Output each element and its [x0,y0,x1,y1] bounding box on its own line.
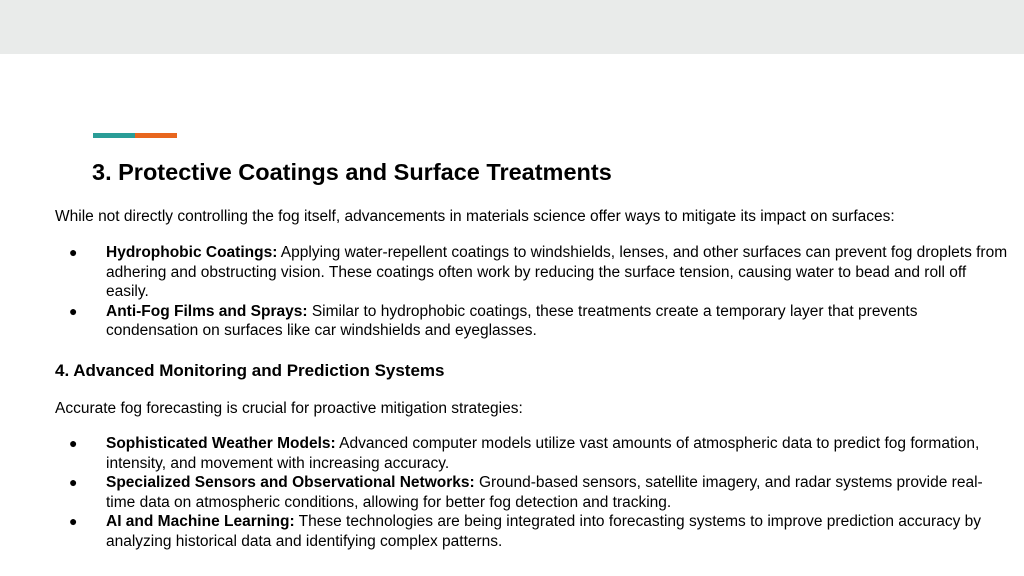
bullet-term: Specialized Sensors and Observational Networks: [106,474,475,492]
accent-bar-orange [135,133,177,138]
bullet-text: These technologies are being integrated into forecasting systems to improve prediction accuracy by analyzing historical data and identifying complex patterns. [106,513,981,550]
bullet-icon: ● [69,302,78,319]
forecasting-list [55,434,1010,552]
section-heading: 4. Advanced Monitoring and Prediction Systems [55,361,445,380]
bullet-icon: ● [69,244,78,260]
slide [0,54,1024,576]
bullet-icon: ● [69,474,78,491]
bullet-icon: ● [69,435,78,451]
coatings-intro: While not directly controlling the fog itself, advancements in materials science offer ways to mitigate its impact on surfaces: [55,208,895,225]
bullet-text: Applying water-repellent coatings to windshields, lenses, and other surfaces can prevent fog droplets from adhering and obstructing vision. These coatings often work by reducing the surface tension, causing water to bead and roll off easily. [106,244,1008,301]
slide-title: 3. Protective Coatings and Surface Treatments [92,159,612,185]
bullet-icon: ● [69,513,78,530]
accent-bar-teal [93,133,135,138]
accent-bar [93,133,177,138]
bullet-term: Anti-Fog Films and Sprays: [106,302,308,320]
bullet-text: Similar to hydrophobic coatings, these treatments create a temporary layer that prevents condensation on surfaces like car windshields and eyeglasses. [106,302,918,340]
coatings-list [55,243,1010,341]
list-item [55,243,1010,302]
bullet-term: Sophisticated Weather Models: [106,435,336,452]
list-item [55,434,1010,473]
forecasting-intro: Accurate fog forecasting is crucial for proactive mitigation strategies: [55,400,523,417]
bullet-term: AI and Machine Learning: [106,513,295,531]
bullet-term: Hydrophobic Coatings: [106,244,278,261]
bullet-text: Ground-based sensors, satellite imagery, and radar systems provide real-time data on atmospheric conditions, allowing for better fog detection and tracking. [106,474,983,511]
list-item [55,473,1010,512]
top-toolbar-strip [0,0,1024,54]
list-item [55,512,1010,551]
bullet-text: Advanced computer models utilize vast amounts of atmospheric data to predict fog formation, intensity, and movement with increasing accuracy. [106,435,980,472]
list-item [55,302,1010,341]
